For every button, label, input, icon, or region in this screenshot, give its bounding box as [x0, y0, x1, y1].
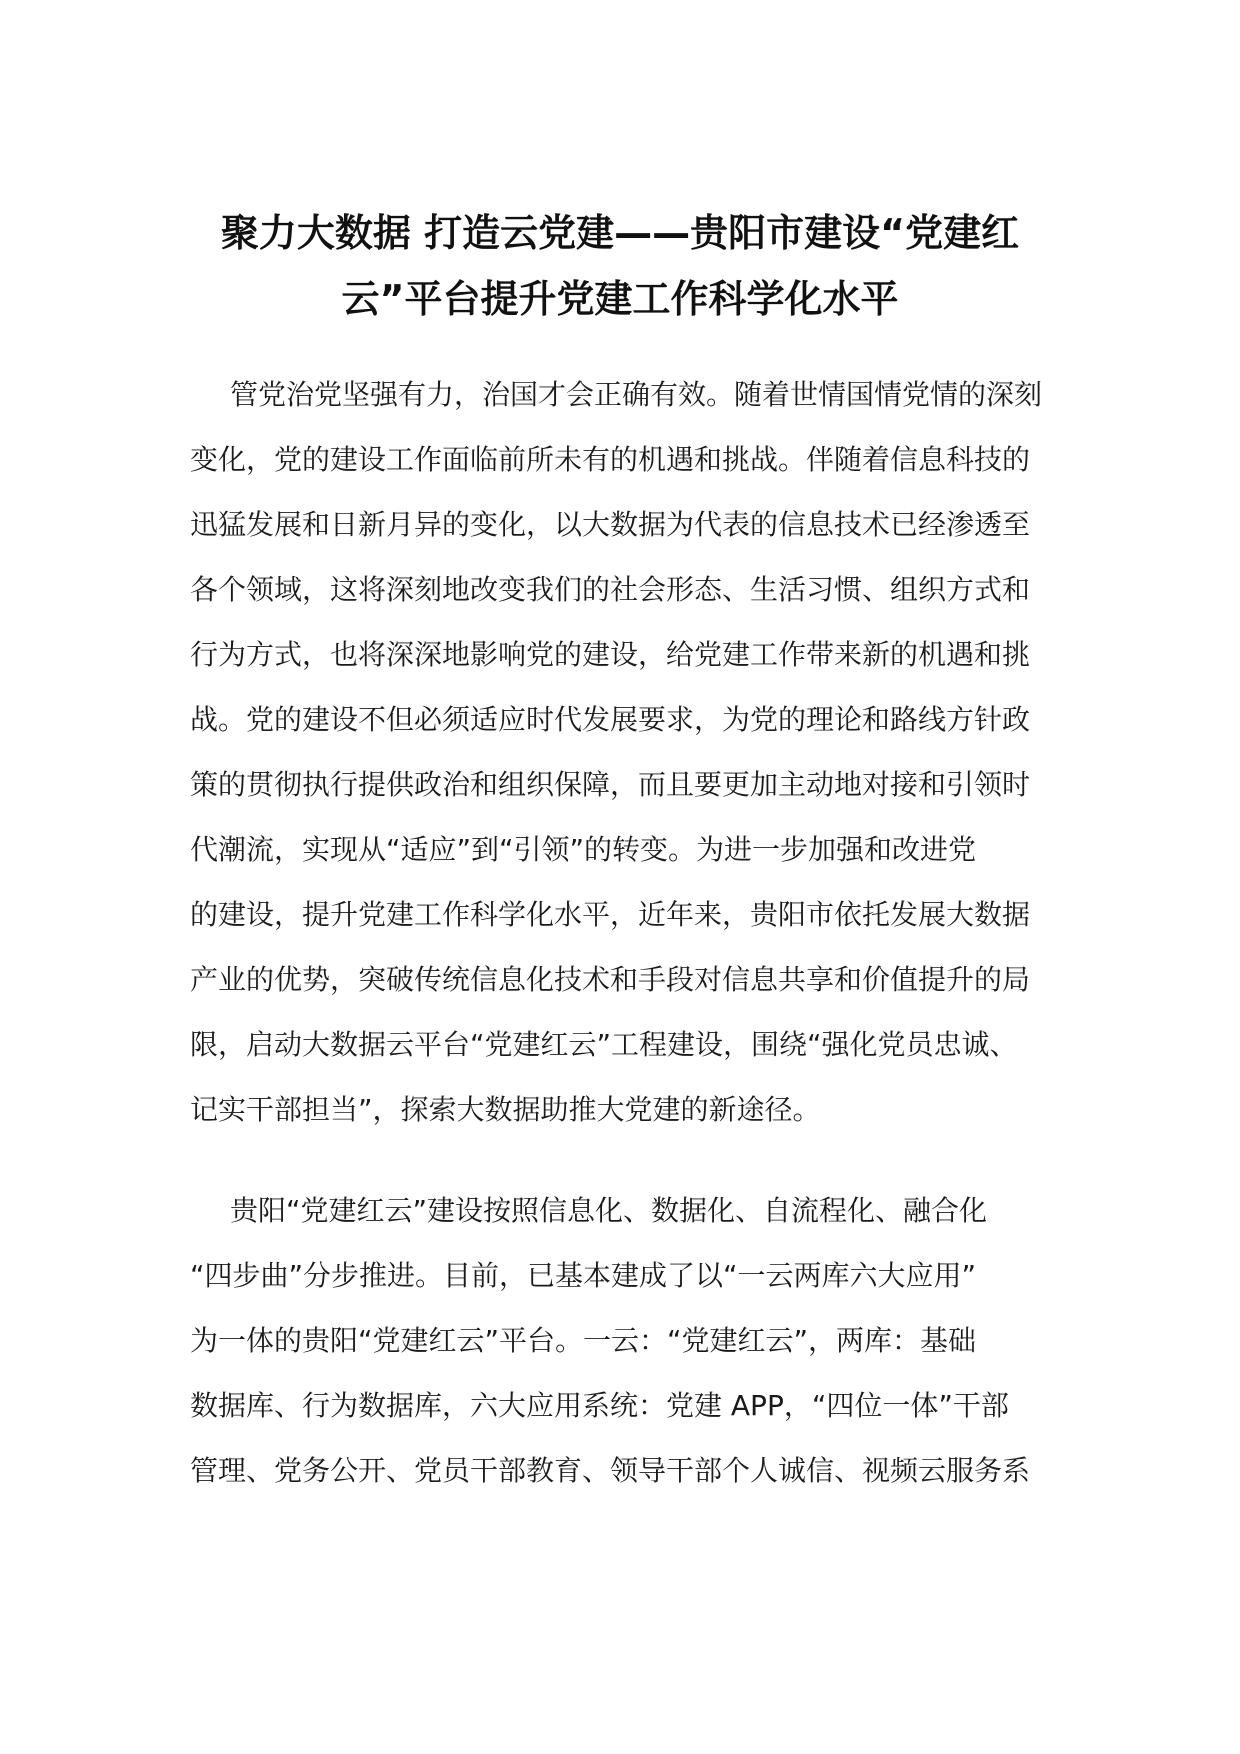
paragraph-line: 为一体的贵阳“党建红云”平台。一云：“党建红云”，两库：基础 [190, 1324, 977, 1357]
paragraph-line: 行为方式，也将深深地影响党的建设，给党建工作带来新的机遇和挑 [190, 638, 1031, 671]
paragraph-line: 各个领域，这将深刻地改变我们的社会形态、生活习惯、组织方式和 [190, 573, 1031, 606]
paragraph-line: “四步曲”分步推进。目前，已基本建成了以“一云两库六大应用” [190, 1259, 977, 1292]
paragraph-line: 的建设，提升党建工作科学化水平，近年来，贵阳市依托发展大数据 [190, 898, 1031, 931]
title-line: 云”平台提升党建工作科学化水平 [341, 277, 899, 321]
paragraph-line: 限，启动大数据云平台“党建红云”工程建设，围绕“强化党员忠诚、 [190, 1028, 1018, 1061]
paragraph-line: 产业的优势，突破传统信息化技术和手段对信息共享和价值提升的局 [190, 963, 1031, 996]
paragraph-line: 迅猛发展和日新月异的变化，以大数据为代表的信息技术已经渗透至 [190, 508, 1031, 541]
title-line: 聚力大数据 打造云党建——贵阳市建设“党建红 [220, 211, 1020, 255]
body-paragraph-1 [190, 362, 1050, 1142]
paragraph-line: 数据库、行为数据库，六大应用系统：党建 APP，“四位一体”干部 [190, 1389, 1009, 1422]
paragraph-line: 管党治党坚强有力，治国才会正确有效。随着世情国情党情的深刻 [230, 378, 1043, 411]
paragraph-line: 贵阳“党建红云”建设按照信息化、数据化、自流程化、融合化 [230, 1194, 988, 1227]
paragraph-line: 策的贯彻执行提供政治和组织保障，而且要更加主动地对接和引领时 [190, 768, 1031, 801]
body-paragraph-2 [190, 1178, 1050, 1503]
paragraph-line: 变化，党的建设工作面临前所未有的机遇和挑战。伴随着信息科技的 [190, 443, 1031, 476]
paragraph-line: 代潮流，实现从“适应”到“引领”的转变。为进一步加强和改进党 [190, 833, 977, 866]
paragraph-line: 记实干部担当”，探索大数据助推大党建的新途径。 [190, 1093, 821, 1126]
paragraph-line: 管理、党务公开、党员干部教育、领导干部个人诚信、视频云服务系 [190, 1454, 1031, 1487]
document-title [190, 200, 1050, 332]
paragraph-line: 战。党的建设不但必须适应时代发展要求，为党的理论和路线方针政 [190, 703, 1031, 736]
